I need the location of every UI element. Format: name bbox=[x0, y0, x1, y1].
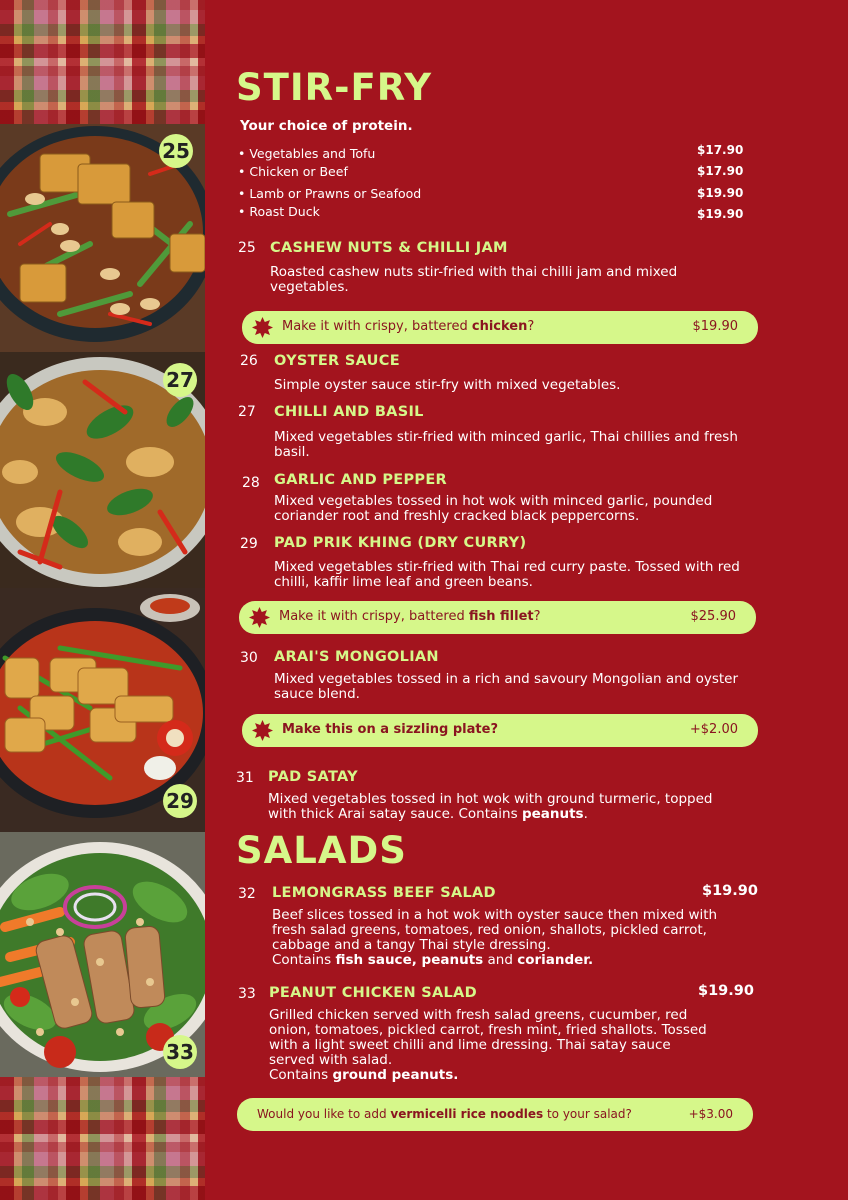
item-name: GARLIC AND PEPPER bbox=[274, 472, 448, 488]
photo-number-badge: 29 bbox=[163, 784, 197, 818]
starburst-icon bbox=[252, 720, 273, 741]
item-description: Roasted cashew nuts stir-fried with thai chilli jam and mixed vegetables. bbox=[270, 264, 678, 295]
item-description: Beef slices tossed in a hot wok with oyster sauce then mixed with fresh salad greens, tomatoes, red onion, shallots, pickled carrot, cabbage and a tangy Thai style dressing. Contains fish sauce, peanuts and coriander. bbox=[272, 907, 718, 968]
item-name: CHILLI AND BASIL bbox=[274, 404, 424, 420]
protein-option: • Lamb or Prawns or Seafood bbox=[238, 186, 422, 201]
dish-photo-fish-beans bbox=[0, 588, 205, 832]
plaid-pattern-bottom bbox=[0, 1077, 205, 1200]
addon-option-sizzling bbox=[242, 714, 758, 747]
protein-price: $17.90 bbox=[697, 143, 744, 157]
dish-photo-cashew-tofu bbox=[0, 124, 205, 352]
addon-price: +$3.00 bbox=[688, 1107, 733, 1121]
item-name: LEMONGRASS BEEF SALAD bbox=[272, 885, 496, 901]
protein-option: • Chicken or Beef bbox=[238, 164, 348, 179]
starburst-icon bbox=[252, 317, 273, 338]
item-description: Mixed vegetables tossed in hot wok with minced garlic, pounded coriander root and freshly cracked black peppercorns. bbox=[274, 493, 713, 524]
item-price: $19.90 bbox=[698, 983, 754, 999]
item-description: Mixed vegetables tossed in hot wok with ground turmeric, topped with thick Arai satay sauce. Contains peanuts. bbox=[268, 791, 713, 822]
addon-option-chicken bbox=[242, 311, 758, 344]
addon-price: $25.90 bbox=[690, 609, 736, 624]
protein-price: $17.90 bbox=[697, 164, 744, 178]
protein-option: • Vegetables and Tofu bbox=[238, 146, 376, 161]
photo-number-badge: 25 bbox=[159, 134, 193, 168]
addon-text: Make it with crispy, battered fish fillet? bbox=[279, 609, 541, 624]
addon-text: Make it with crispy, battered chicken? bbox=[282, 319, 535, 334]
addon-price: +$2.00 bbox=[689, 722, 738, 737]
item-name: ARAI'S MONGOLIAN bbox=[274, 649, 439, 665]
addon-text: Would you like to add vermicelli rice noodles to your salad? bbox=[257, 1107, 632, 1121]
item-description: Mixed vegetables stir-fried with Thai red curry paste. Tossed with red chilli, kaffir lime leaf and green beans. bbox=[274, 559, 740, 590]
protein-option: • Roast Duck bbox=[238, 204, 320, 219]
addon-text: Make this on a sizzling plate? bbox=[282, 722, 498, 737]
item-number: 25 bbox=[238, 240, 256, 256]
item-description: Simple oyster sauce stir-fry with mixed vegetables. bbox=[274, 377, 621, 393]
item-description: Grilled chicken served with fresh salad greens, cucumber, red onion, tomatoes, pickled carrot, fresh mint, fried shallots. Tossed with a light sweet chilli and lime dressing. Thai satay sauce served with salad. Contains ground peanuts. bbox=[269, 1007, 707, 1083]
section-title-stirfry: STIR-FRY bbox=[236, 66, 433, 109]
item-name: PEANUT CHICKEN SALAD bbox=[269, 985, 477, 1001]
addon-option-fish bbox=[239, 601, 756, 634]
item-name: PAD SATAY bbox=[268, 769, 358, 785]
plaid-pattern-top bbox=[0, 0, 205, 124]
item-price: $19.90 bbox=[702, 883, 758, 899]
item-number: 32 bbox=[238, 886, 256, 902]
item-number: 33 bbox=[238, 986, 256, 1002]
item-number: 27 bbox=[238, 404, 256, 420]
item-number: 28 bbox=[242, 475, 260, 491]
protein-price: $19.90 bbox=[697, 186, 744, 200]
dish-photo-peanut-salad bbox=[0, 832, 205, 1077]
item-number: 26 bbox=[240, 353, 258, 369]
item-description: Mixed vegetables stir-fried with minced garlic, Thai chillies and fresh basil. bbox=[274, 429, 738, 460]
item-number: 29 bbox=[240, 536, 258, 552]
starburst-icon bbox=[249, 607, 270, 628]
item-number: 30 bbox=[240, 650, 258, 666]
item-name: OYSTER SAUCE bbox=[274, 353, 400, 369]
addon-price: $19.90 bbox=[692, 319, 738, 334]
stirfry-intro: Your choice of protein. bbox=[240, 118, 413, 134]
section-title-salads: SALADS bbox=[236, 829, 407, 872]
item-name: CASHEW NUTS & CHILLI JAM bbox=[270, 240, 508, 256]
item-number: 31 bbox=[236, 770, 254, 786]
protein-price: $19.90 bbox=[697, 207, 744, 221]
dish-photo-chilli-basil bbox=[0, 352, 205, 588]
photo-number-badge: 33 bbox=[163, 1035, 197, 1069]
photo-number-badge: 27 bbox=[163, 363, 197, 397]
item-description: Mixed vegetables tossed in a rich and savoury Mongolian and oyster sauce blend. bbox=[274, 671, 739, 702]
item-name: PAD PRIK KHING (DRY CURRY) bbox=[274, 535, 527, 551]
photo-strip bbox=[0, 0, 205, 1200]
addon-option-noodles bbox=[237, 1098, 753, 1131]
